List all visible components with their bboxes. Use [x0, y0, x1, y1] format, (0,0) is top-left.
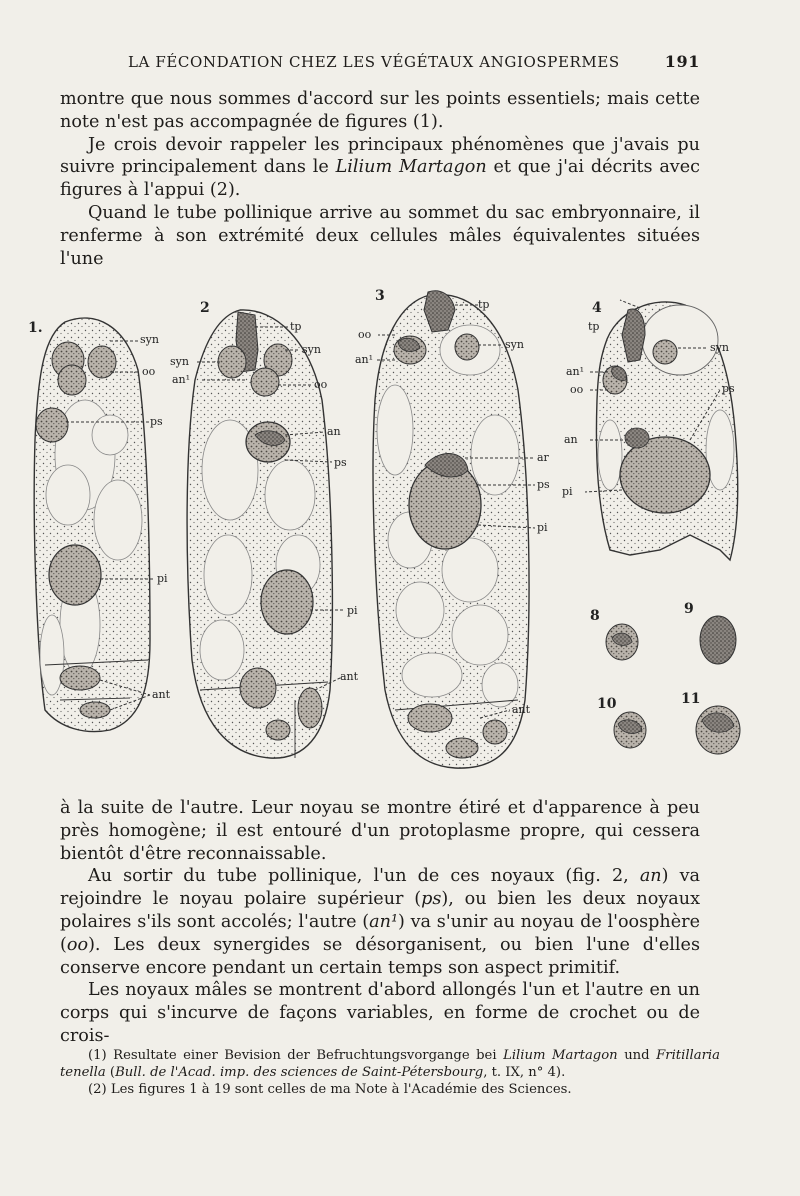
- label-syn: syn: [170, 355, 189, 368]
- figure-number: 9: [684, 601, 694, 617]
- paragraph: Je crois devoir rappeler les principaux phénomènes que j'avais pu suivre principalement dans le Lilium Martagon et que j'ai décrits avec figures à l'appui (2).: [60, 134, 701, 201]
- species-name: Lilium Martagon: [335, 157, 487, 178]
- label-tp: tp: [478, 298, 490, 311]
- label-an: an: [564, 433, 578, 446]
- paragraph: à la suite de l'autre. Leur noyau se montre étiré et d'apparence à peu près homogène; il est entouré d'un protoplasme propre, qui cessera bientôt d'être reconnaissable.: [60, 798, 700, 864]
- label-pi: pi: [157, 572, 168, 585]
- label-oo: oo: [314, 378, 328, 391]
- label-oo: oo: [358, 328, 372, 341]
- running-head: [60, 52, 700, 80]
- label-ps: ps: [537, 478, 550, 491]
- figure-number: 11: [681, 691, 701, 707]
- label-ant: ant: [512, 703, 531, 716]
- figure-number: 1.: [28, 320, 43, 336]
- paragraph: Quand le tube pollinique arrive au sommet du sac embryonnaire, il renferme à son extrémité deux cellules mâles équivalentes situées l'une: [60, 202, 700, 269]
- running-title: LA FÉCONDATION CHEZ LES VÉGÉTAUX ANGIOSPERMES: [128, 53, 620, 71]
- label-an1: an¹: [355, 353, 374, 366]
- label-tp: tp: [588, 320, 600, 333]
- figure-4-embryo-sac: [562, 300, 738, 560]
- body-text-bottom: [60, 797, 700, 1048]
- label-oo: oo: [142, 365, 156, 378]
- page-number: 191: [664, 52, 700, 71]
- figure-number: 4: [592, 300, 602, 316]
- body-text-top: [60, 88, 700, 270]
- label-ant: ant: [340, 670, 359, 683]
- footnote-1: (1) Resultate einer Bevision der Befruchtungsvorgange bei Lilium Martagon und Fritillaria tenella (Bull. de l'Acad. imp. des sciences de Saint-Pétersbourg, t. IX, n° 4).: [60, 1048, 720, 1080]
- figures-8-11-male-nuclei: [590, 601, 740, 754]
- label-ps: ps: [722, 382, 735, 395]
- figure-number: 8: [590, 608, 600, 624]
- label-ps: ps: [150, 415, 163, 428]
- label-oo: oo: [570, 383, 584, 396]
- label-pi: pi: [347, 604, 358, 617]
- figure-plate: [0, 280, 800, 795]
- label-ar: ar: [537, 451, 549, 464]
- footnote-2: (2) Les figures 1 à 19 sont celles de ma Note à l'Académie des Sciences.: [88, 1082, 572, 1097]
- figure-number: 3: [375, 288, 385, 304]
- label-syn: syn: [505, 338, 524, 351]
- label-syn: syn: [140, 333, 159, 346]
- figure-number: 2: [200, 300, 210, 316]
- label-pi: pi: [562, 485, 573, 498]
- footnotes: [60, 1047, 720, 1098]
- label-tp: tp: [290, 320, 302, 333]
- label-syn: syn: [302, 343, 321, 356]
- figure-number: 10: [597, 696, 617, 712]
- label-ant: ant: [152, 688, 171, 701]
- label-pi: pi: [537, 521, 548, 534]
- label-an1: an¹: [566, 365, 585, 378]
- figure-2-embryo-sac: [170, 300, 359, 758]
- figure-3-embryo-sac: [355, 288, 550, 768]
- figure-1-embryo-sac: [28, 318, 171, 732]
- label-an: an: [327, 425, 341, 438]
- paragraph: Au sortir du tube pollinique, l'un de ces noyaux (fig. 2, an) va rejoindre le noyau polaire supérieur (ps), ou bien les deux noyaux polaires s'ils sont accolés; l'autre (an¹) va s'unir au noyau de l'oosphère (oo). Les deux synergides se désorganisent, ou bien l'une d'elles conserve encore pendant un certain temps son aspect primitif.: [60, 866, 701, 978]
- paragraph: montre que nous sommes d'accord sur les points essentiels; mais cette note n'est pas accompagnée de figures (1).: [60, 89, 700, 132]
- label-an1: an¹: [172, 373, 191, 386]
- label-syn: syn: [710, 341, 729, 354]
- paragraph: Les noyaux mâles se montrent d'abord allongés l'un et l'autre en un corps qui s'incurve de façons variables, en forme de crochet ou de crois-: [60, 980, 700, 1046]
- label-ps: ps: [334, 456, 347, 469]
